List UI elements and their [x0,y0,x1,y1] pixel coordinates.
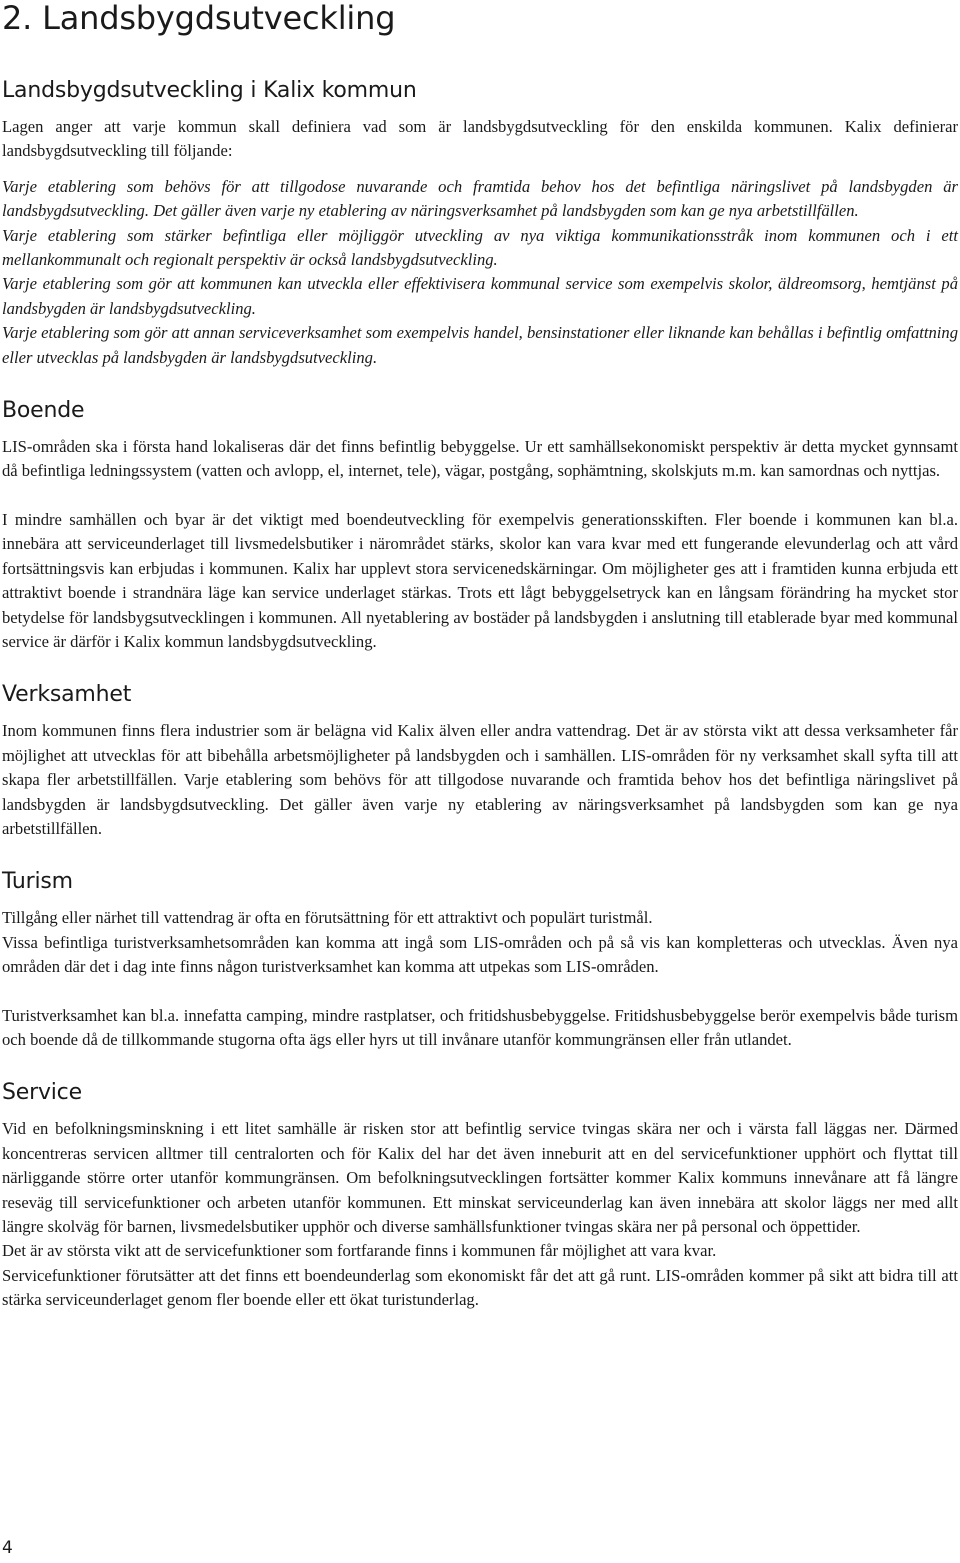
section-heading-service: Service [2,1080,82,1106]
turism-paragraph: Turistverksamhet kan bl.a. innefatta camping, mindre rastplatser, och fritidshusbebyggelse. Fritidshusbebyggelse berör exempelvis både turism och boende då de tillkommande stugorna ofta ägs eller hyrs ut till invånare utanför kommungränsen eller från utlandet. [2,1005,958,1049]
chapter-title: 2. Landsbygdsutveckling [2,0,396,37]
page-number: 4 [2,1538,13,1558]
turism-paragraph: Tillgång eller närhet till vattendrag är ofta en förutsättning för ett attraktivt och populärt turistmål. [2,908,653,928]
turism-paragraph: Vissa befintliga turistverksamhetsområden kan komma att ingå som LIS-områden och på så vis kan kompletteras och utvecklas. Även nya områden där det i dag inte finns någon turistverksamhet kan komma att utpekas som LIS-områden. [2,932,958,977]
section-heading-boende: Boende [2,398,85,424]
section-heading-intro: Landsbygdsutveckling i Kalix kommun [2,78,417,103]
verksamhet-paragraph: Inom kommunen finns flera industrier som är belägna vid Kalix älven eller andra vattendrag. Det är av största vikt att dessa verksamheter får möjlighet att utvecklas för att bibehålla arbetsmöjligheter på landsbygden och i samhällen. LIS-områden för ny verksamhet skall syfta till att skapa fler arbetstillfällen. Varje etablering som behövs för att tillgodose nuvarande och framtida behov hos det befintliga näringslivet på landsbygden är landsbygdsutveckling. Det gäller även varje ny etablering av näringsverksamhet på landsbygden som kan ge nya arbetstillfällen. [2,721,958,838]
definition-item: Varje etablering som behövs för att tillgodose nuvarande och framtida behov hos det befintliga näringslivet på landsbygden är landsbygdsutveckling. Det gäller även varje ny etablering av näringsverksamhet på landsbygden som kan ge nya arbetstillfällen. [2,176,958,221]
intro-paragraph: Lagen anger att varje kommun skall definiera vad som är landsbygdsutveckling för den enskilda kommunen. Kalix definierar landsbygdsutveckling till följande: [2,117,958,161]
section-heading-verksamhet: Verksamhet [2,682,132,708]
boende-paragraph: I mindre samhällen och byar är det viktigt med boendeutveckling för exempelvis generationsskiften. Fler boende i kommunen kan bl.a. innebära att serviceunderlaget till livsmedelsbutiker i närområdet stärks, skolor kan vara kvar med ett fungerande elevunderlag och att vård fortsättningsvis kan erbjudas i kommunen. Kalix har upplevt stora servicenedskärningar. Om möjligheter ges att i framtiden kunna erbjuda ett attraktivt boende i strandnära läge kan service underlaget stärkas. Trots ett lågt bebyggelsetryck kan en långsam förändring ha mycket stor betydelse för landsbygsutvecklingen i kommunen. All nyetablering av bostäder på landsbygden i anslutning till etablerade byar med kommunal service är därför i Kalix kommun landsbygdsutveckling. [2,509,958,651]
service-paragraph: Vid en befolkningsminskning i ett litet samhälle är risken stor att befintlig service tvingas skära ner och i värsta fall läggas ner. Därmed koncentreras servicen alltmer till centralorten och för Kalix del har det även inneburit att en del servicefunktioner upphört och flyttat till närliggande större orter utanför kommungränsen. Om befolkningsutvecklingen fortsätter kommer Kalix kommuns innevånare att få längre reseväg till servicefunktioner och arbeten utanför kommunen. Ett minskat serviceunderlag kan även innebära att skolor läggs ner med allt längre skolväg för barnen, livsmedelsbutiker upphör och diverse samhällsfunktioner tvingas skära ner på personal och öppettider. [2,1119,958,1236]
definition-item: Varje etablering som gör att kommunen kan utveckla eller effektivisera kommunal service som exempelvis skolor, äldreomsorg, hemtjänst på landsbygden är landsbygdsutveckling. [2,274,958,318]
definition-item: Varje etablering som gör att annan serviceverksamhet som exempelvis handel, bensinstationer eller liknande kan behållas i befintlig omfattning eller utvecklas på landsbygden är landsbygdsutveckling. [2,323,958,367]
service-paragraph: Servicefunktioner förutsätter att det finns ett boendeunderlag som ekonomiskt får det att gå runt. LIS-områden kommer på sikt att bidra till att stärka serviceunderlaget genom fler boende eller ett ökat turistunderlag. [2,1265,958,1310]
service-paragraph: Det är av största vikt att de servicefunktioner som fortfarande finns i kommunen får möjlighet att vara kvar. [2,1241,717,1261]
definition-item: Varje etablering som stärker befintliga eller möjliggör utveckling av nya viktiga kommunikationsstråk inom kommunen och i ett mellankommunalt och regionalt perspektiv är också landsbygdsutveckling. [2,225,958,270]
section-heading-turism: Turism [2,869,73,895]
boende-paragraph: LIS-områden ska i första hand lokaliseras där det finns befintlig bebyggelse. Ur ett samhällsekonomiskt perspektiv är detta mycket gynnsamt då befintliga ledningssystem (vatten och avlopp, el, internet, tele), vägar, postgång, sophämtning, skolskjuts m.m. kan samordnas och nyttjas. [2,437,958,481]
